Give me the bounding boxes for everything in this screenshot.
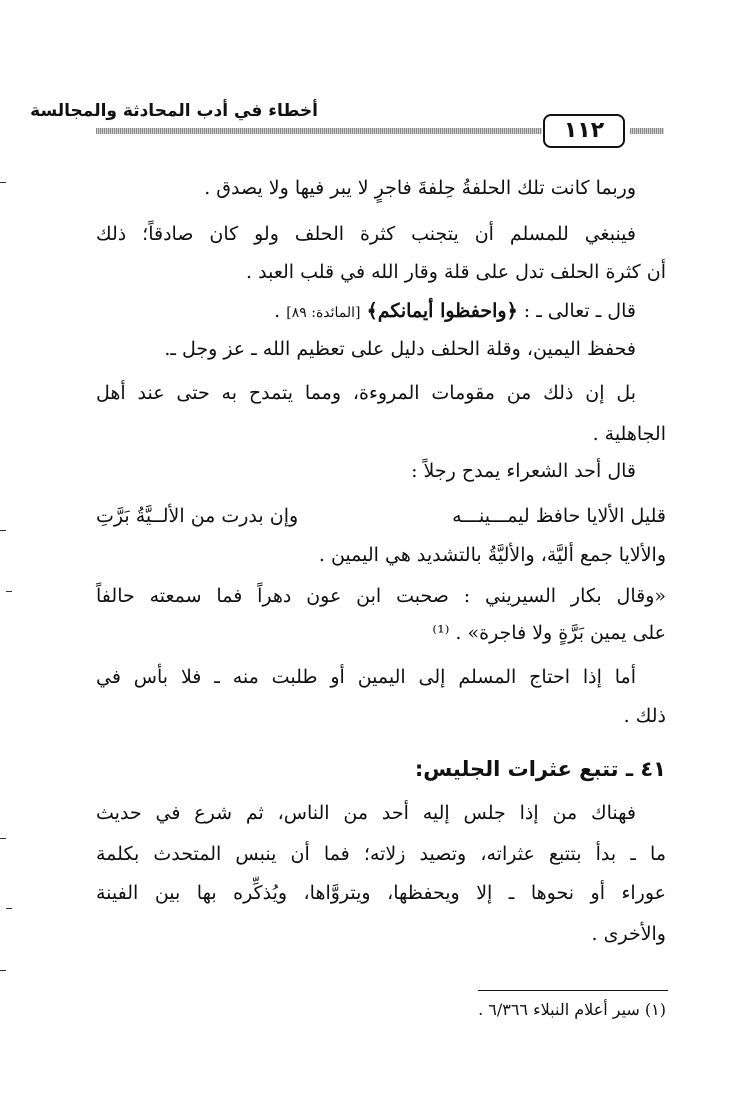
quran-reference: [المائدة: ٨٩]	[286, 305, 361, 321]
text-line-3: أن كثرة الحلف تدل على قلة وقار الله في قلب العبد .	[246, 261, 666, 283]
text-line-2: فينبغي للمسلم أن يتجنب كثرة الحلف ولو كان صادقاً؛ ذلك	[96, 223, 636, 245]
header-rule-left	[96, 128, 542, 134]
scan-margin-mark	[0, 530, 6, 531]
text-line-14: ذلك .	[623, 705, 666, 727]
text-line-4	[274, 300, 636, 322]
text-line-12: على يمين بَرَّةٍ ولا فاجرة» . ⁽¹⁾	[432, 622, 666, 644]
quran-verse: ﴿واحفظوا أيمانكم﴾	[366, 300, 518, 322]
running-header-title: أخطاء في أدب المحادثة والمجالسة	[30, 101, 318, 121]
header-rule-right	[630, 128, 664, 134]
verse-second-hemistich: وإن بدرت من الألــيَّةُ بَرَّتِ	[96, 505, 299, 527]
text-line-5: فحفظ اليمين، وقلة الحلف دليل على تعظيم الله ـ عز وجل ـ.	[164, 338, 636, 360]
quran-line-end: .	[274, 300, 281, 322]
verse-first-hemistich: قليل الألايا حافظ ليمـــينـــه	[452, 505, 666, 527]
section-line-3: عوراء أو نحوها ـ إلا ويحفظها، ويتروَّاها، ويُذكِّره بها بين الفينة	[96, 882, 667, 904]
section-line-1: فهناك من إذا جلس إليه أحد من الناس، ثم شرع في حديث	[96, 802, 636, 824]
quran-intro: قال ـ تعالى ـ :	[523, 300, 636, 322]
text-line-8: قال أحد الشعراء يمدح رجلاً :	[411, 460, 636, 482]
text-line-6: بل إن ذلك من مقومات المروءة، ومما يتمدح به حتى عند أهل	[96, 382, 636, 404]
footnote-separator	[478, 990, 668, 991]
scan-margin-mark	[0, 182, 6, 183]
text-line-11: «وقال بكار السيريني : صحبت ابن عون دهراً فما سمعته حالفاً	[96, 585, 666, 607]
scan-margin-mark	[0, 970, 6, 971]
text-line-7: الجاهلية .	[592, 423, 666, 445]
scan-margin-mark	[6, 908, 12, 909]
section-heading: ٤١ ـ تتبع عثرات الجليس:	[414, 757, 666, 781]
page-number: ١١٢	[543, 114, 625, 148]
section-line-4: والأخرى .	[591, 923, 666, 945]
text-line-13: أما إذا احتاج المسلم إلى اليمين أو طلبت منه ـ فلا بأس في	[96, 666, 636, 688]
scan-margin-mark	[0, 838, 6, 839]
text-line-1: وربما كانت تلك الحلفةُ حِلفةَ فاجرٍ لا يبر فيها ولا يصدق .	[204, 177, 636, 199]
scan-margin-mark	[6, 591, 12, 592]
footnote: (١) سير أعلام النبلاء ٦/٣٦٦ .	[478, 1000, 666, 1019]
text-line-10: والألايا جمع أليَّة، والأليَّةُ بالتشديد هي اليمين .	[318, 544, 666, 566]
section-line-2: ما ـ بدأ بتتبع عثراته، وتصيد زلاته؛ فما أن ينبس المتحدث بكلمة	[96, 843, 666, 865]
